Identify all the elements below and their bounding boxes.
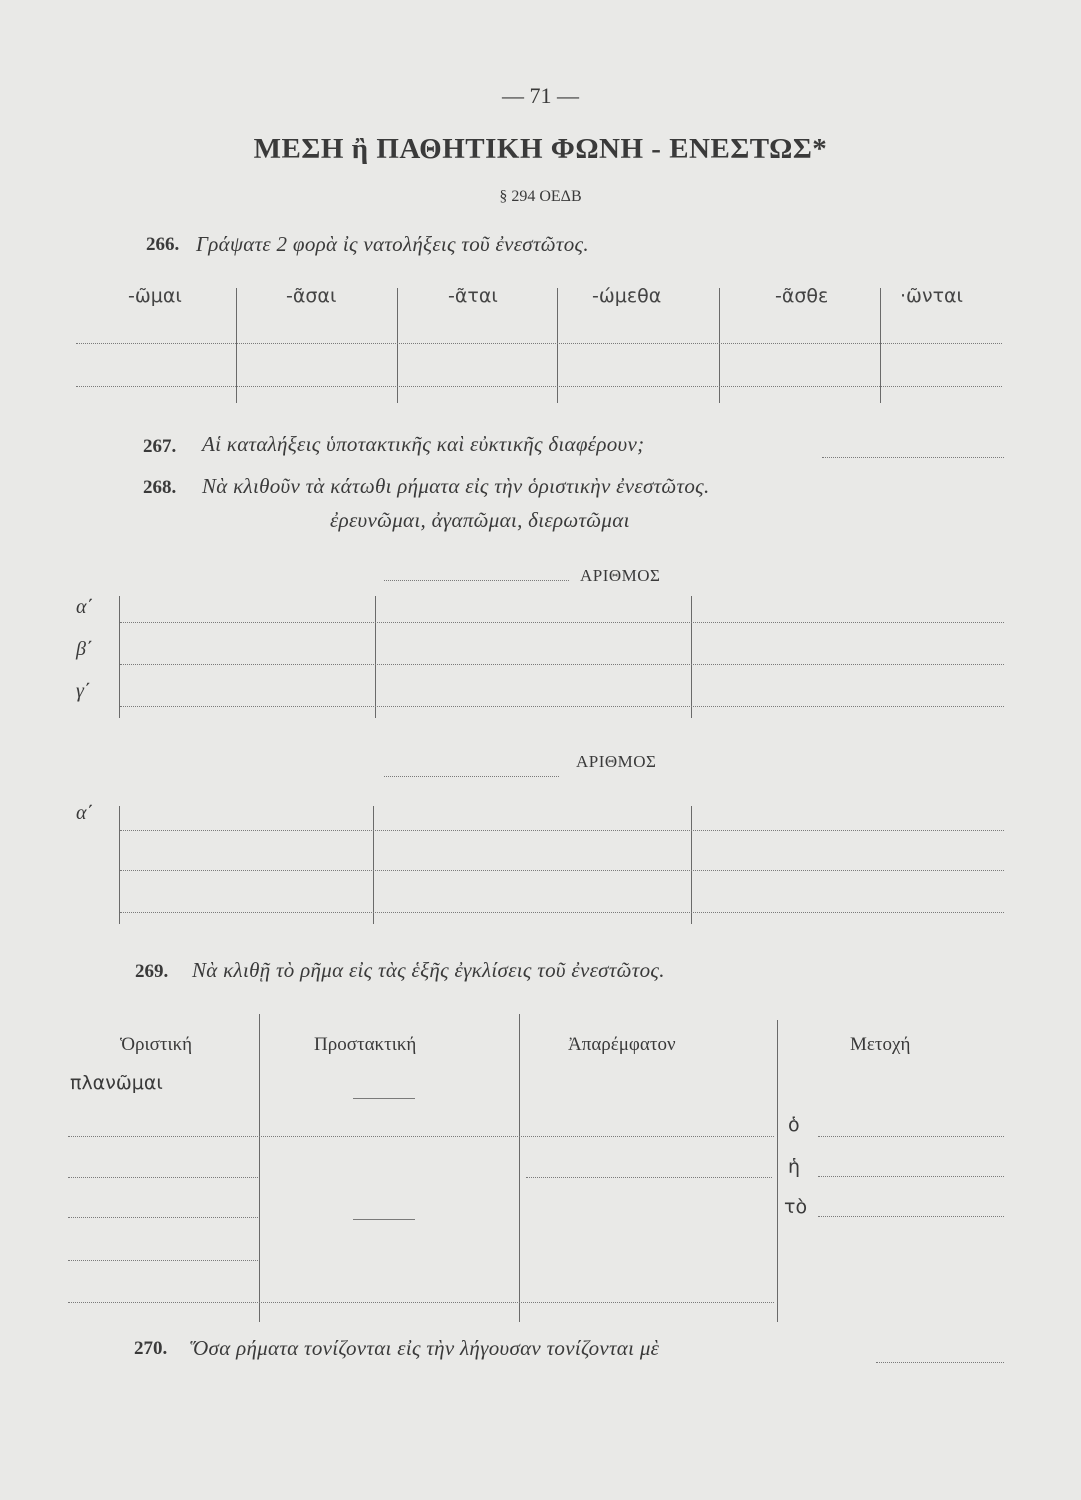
ending-4: -ώμεθα — [592, 285, 662, 307]
article-feminine: ἡ — [788, 1156, 801, 1178]
exercise-268-verbs: ἐρευνῶμαι, ἀγαπῶμαι, διερωτῶμαι — [330, 508, 630, 532]
ending-1: -ῶμαι — [128, 285, 182, 307]
exercise-268-text: Νὰ κλιθοῦν τὰ κάτωθι ρήματα εἰς τὴν ὁριστικὴν ἐνεστῶτος. — [202, 474, 710, 498]
exercise-268-number: 268. — [143, 477, 177, 498]
ending-3: -ᾶται — [448, 285, 498, 307]
row-label-b: β΄ — [76, 638, 93, 660]
answer-line-267[interactable] — [822, 457, 1004, 458]
column-oristiki: Ὁριστική — [120, 1034, 193, 1055]
article-neuter: τὸ — [784, 1196, 808, 1218]
exercise-266-text: Γράψατε 2 φορὰ ἰς νατολήξεις τοῦ ἐνεστῶτος. — [196, 232, 589, 256]
ending-5: -ᾶσθε — [775, 285, 829, 307]
column-aparemfaton: Ἀπαρέμφατον — [568, 1034, 676, 1055]
answer-line-270[interactable] — [876, 1362, 1004, 1363]
exercise-270-number: 270. — [134, 1338, 168, 1359]
example-verb: πλανῶμαι — [70, 1072, 163, 1094]
exercise-266-number: 266. — [146, 234, 180, 255]
exercise-269-text: Νὰ κλιθῇ τὸ ρῆμα εἰς τὰς ἑξῆς ἐγκλίσεις τοῦ ἐνεστῶτος. — [192, 958, 665, 982]
row-label-a: α΄ — [76, 596, 94, 618]
exercise-267-number: 267. — [143, 436, 177, 457]
row-label-c: γ΄ — [76, 680, 91, 702]
column-prostaktiki: Προστακτική — [314, 1034, 417, 1055]
row-label-plural-a: α΄ — [76, 802, 94, 824]
page-title: ΜΕΣΗ ἢ ΠΑΘΗΤΙΚΗ ΦΩΝΗ - ΕΝΕΣΤΩΣ* — [253, 133, 828, 165]
article-masculine: ὁ — [788, 1114, 800, 1136]
page-number: — 71 — — [502, 83, 579, 108]
number-label-plural: ΑΡΙΘΜΟΣ — [576, 752, 657, 771]
column-metochi: Μετοχή — [850, 1034, 911, 1055]
exercise-270-text: Ὅσα ρήματα τονίζονται εἰς τὴν λήγουσαν τονίζονται μὲ — [190, 1336, 660, 1360]
ending-2: -ᾶσαι — [286, 285, 337, 307]
number-label-singular: ΑΡΙΘΜΟΣ — [580, 566, 661, 585]
exercise-269-number: 269. — [135, 961, 169, 982]
section-reference: § 294 ΟΕΔΒ — [499, 188, 582, 205]
exercise-267-text: Αἱ καταλήξεις ὑποτακτικῆς καὶ εὐκτικῆς διαφέρουν; — [202, 432, 645, 456]
ending-6: ·ῶνται — [900, 285, 963, 307]
